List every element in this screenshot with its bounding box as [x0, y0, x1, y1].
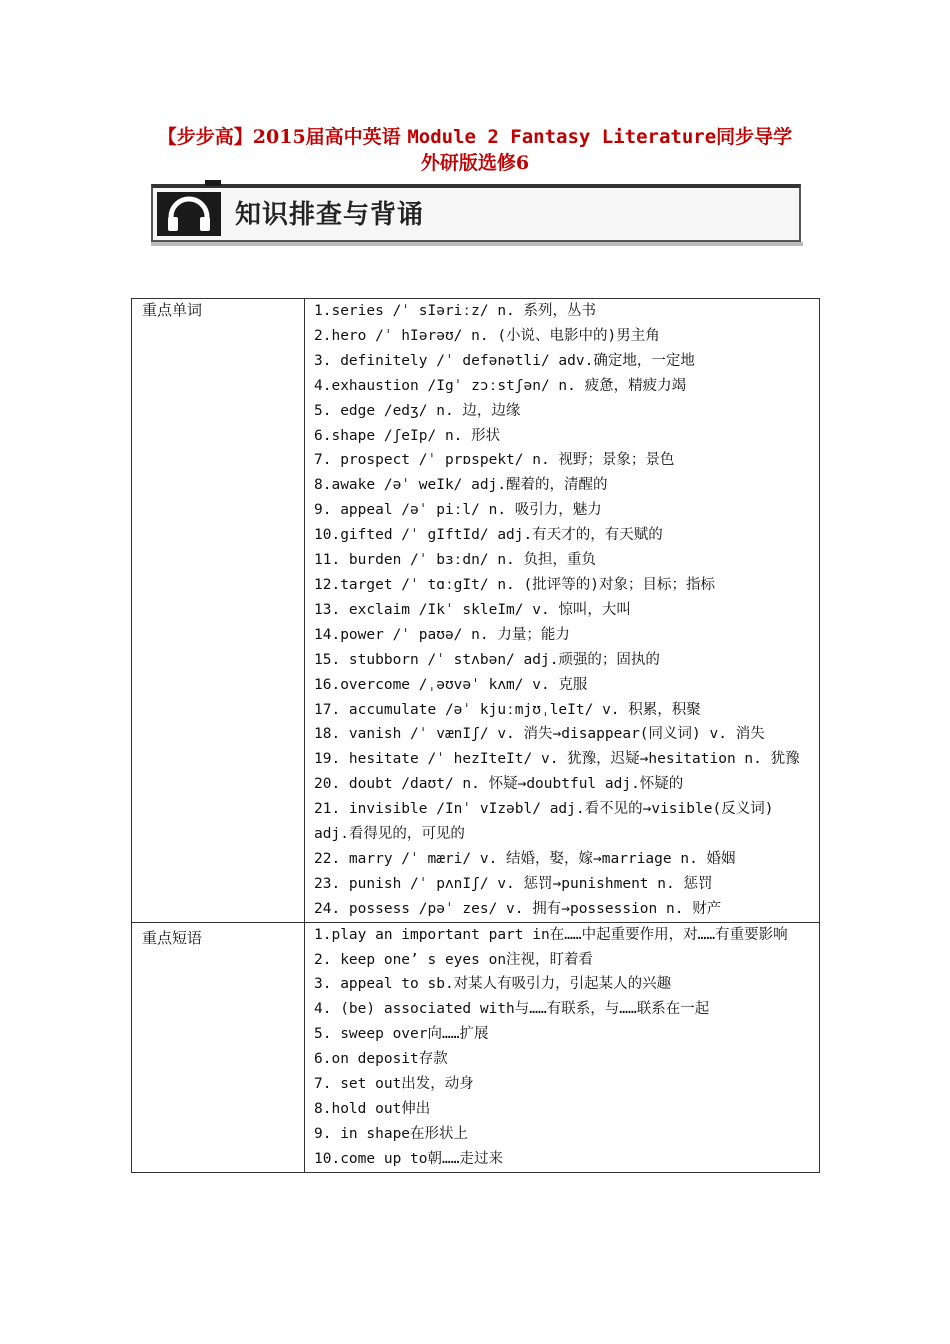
list-item: 11. burden /ˈ bɜːdn/ n. 负担，重负: [314, 552, 597, 569]
table-row-words: [132, 299, 820, 923]
list-item: 3. definitely /ˈ defənətli/ adv.确定地，一定地: [314, 352, 695, 369]
list-item: 9. appeal /əˈ piːl/ n. 吸引力，魅力: [314, 502, 602, 519]
list-item: 10.gifted /ˈ gIftId/ adj.有天才的，有天赋的: [314, 527, 663, 544]
list-item: 8.awake /əˈ weIk/ adj.醒着的，清醒的: [314, 477, 608, 494]
phrases-list: [305, 922, 820, 1172]
list-item: 6.shape /ʃeIp/ n. 形状: [314, 427, 501, 444]
list-item: 5. sweep over向……扩展: [314, 1026, 489, 1043]
list-item: 12.target /ˈ tɑːgIt/ n. (批评等的)对象；目标；指标: [314, 576, 715, 593]
banner-tab: [205, 180, 221, 186]
headphones-icon: [165, 195, 213, 233]
vocabulary-table: [131, 298, 820, 1173]
banner-label: 知识排查与背诵: [235, 200, 425, 230]
list-item: 5. edge /edʒ/ n. 边，边缘: [314, 402, 521, 419]
list-item: 6.on deposit存款: [314, 1051, 448, 1068]
list-item: 4.exhaustion /Igˈ zɔːstʃən/ n. 疲惫，精疲力竭: [314, 377, 687, 394]
list-item: 24. possess /pəˈ zes/ v. 拥有→possession n. 财产: [314, 900, 722, 917]
list-item: 23. punish /ˈ pʌnIʃ/ v. 惩罚→punishment n. 惩罚: [314, 875, 713, 892]
list-item: 17. accumulate /əˈ kjuːmjʊˌleIt/ v. 积累，积聚: [314, 701, 701, 718]
title-line-2: 外研版选修6: [420, 152, 530, 174]
banner-shadow: [151, 242, 803, 246]
list-item: 1.series /ˈ sIəriːz/ n. 系列，丛书: [314, 303, 597, 319]
section-banner: [151, 184, 801, 242]
list-item: 15. stubborn /ˈ stʌbən/ adj.顽强的；固执的: [314, 651, 660, 668]
list-item: 9. in shape在形状上: [314, 1125, 469, 1142]
list-item: 16.overcome /ˌəʊvəˈ kʌm/ v. 克服: [314, 676, 588, 693]
list-item: 21. invisible /Inˈ vIzəbl/ adj.看不见的→visible(反义词) adj.看得见的，可见的: [314, 801, 774, 843]
list-item: 7. set out出发，动身: [314, 1076, 474, 1093]
category-phrases: 重点短语: [132, 922, 305, 1172]
list-item: 20. doubt /daʊt/ n. 怀疑→doubtful adj.怀疑的: [314, 776, 684, 793]
list-item: 4. (be) associated with与……有联系，与……联系在一起: [314, 1001, 710, 1018]
list-item: 7. prospect /ˈ prɒspekt/ n. 视野；景象；景色: [314, 452, 675, 469]
table-row-phrases: [132, 922, 820, 1172]
list-item: 1.play an important part in在……中起重要作用，对……有重要影响: [314, 926, 788, 943]
words-list: [305, 299, 820, 923]
list-item: 18. vanish /ˈ vænIʃ/ v. 消失→disappear(同义词) v. 消失: [314, 726, 765, 743]
title-line-1: 【步步高】2015届高中英语 Module 2 Fantasy Literature同步导学: [157, 126, 793, 148]
banner-badge: [157, 192, 221, 236]
list-item: 22. marry /ˈ mæri/ v. 结婚，娶，嫁→marriage n. 婚姻: [314, 850, 736, 867]
document-title: [120, 124, 830, 176]
list-item: 2. keep one’ s eyes on注视，盯着看: [314, 951, 594, 968]
list-item: 19. hesitate /ˈ hezIteIt/ v. 犹豫，迟疑→hesitation n. 犹豫: [314, 751, 800, 768]
list-item: 10.come up to朝……走过来: [314, 1150, 503, 1167]
list-item: 13. exclaim /Ikˈ skleIm/ v. 惊叫，大叫: [314, 601, 631, 618]
list-item: 2.hero /ˈ hIərəʊ/ n. (小说、电影中的)男主角: [314, 327, 660, 344]
list-item: 8.hold out伸出: [314, 1101, 431, 1117]
list-item: 3. appeal to sb.对某人有吸引力，引起某人的兴趣: [314, 976, 672, 993]
category-words: 重点单词: [132, 299, 305, 923]
list-item: 14.power /ˈ paʊə/ n. 力量；能力: [314, 626, 570, 643]
